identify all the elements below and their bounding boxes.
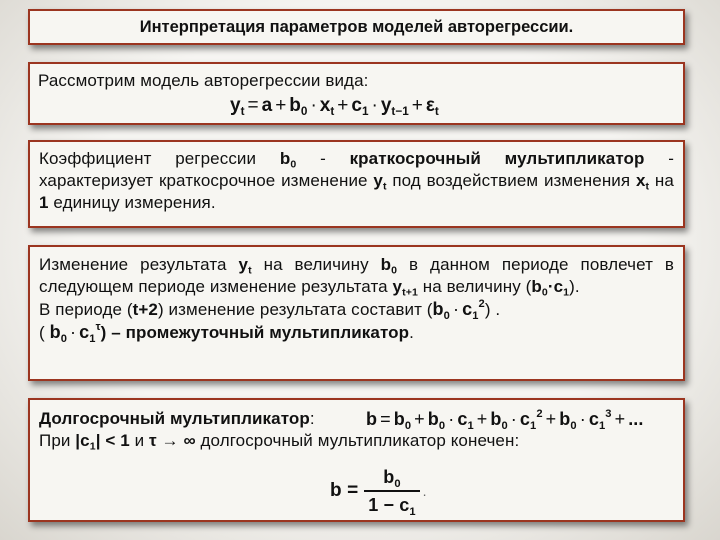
coef-b0: b [279, 149, 291, 168]
text: долгосрочный мультипликатор конечен: [195, 431, 520, 450]
intermediate-multiplier-box [28, 245, 685, 381]
fraction-bar [364, 490, 419, 492]
text: в данном периоде повлечет в следующем периоде изменение результата [39, 255, 675, 296]
b0-c1-tau: $b_0 \cdot c_1^\tau$ [49, 321, 101, 345]
text: При [39, 431, 76, 450]
title-box [28, 9, 685, 45]
period-t2-line [39, 298, 674, 321]
subscript: t+1 [402, 286, 418, 299]
text: на величину ( [417, 277, 532, 296]
text: на [649, 171, 674, 190]
text: Коэффициент регрессии [39, 149, 257, 168]
trailing-dot: . [422, 483, 427, 499]
model-equation: $y_t = a + b_0 \cdot x_t + c_1 \cdot y_{t-1} + \varepsilon_t$ [230, 95, 439, 119]
exponent-2: 2 [478, 298, 485, 311]
period-t2: t+2 [132, 300, 158, 319]
coef-b: b [531, 277, 542, 296]
text: ( [39, 323, 50, 342]
coef-c: ·c [547, 277, 564, 296]
short-term-multiplier-term: краткосрочный мультипликатор [349, 149, 645, 168]
long-term-equation: $b = b_0 + b_0 \cdot c_1 + b_0 \cdot c_1^2 + b_0 \cdot c_1^3$ + ... [366, 408, 644, 432]
short-term-multiplier-box [28, 140, 685, 228]
long-term-multiplier-box [28, 398, 685, 522]
number-one: 1 [39, 193, 49, 212]
subscript: t [645, 180, 650, 193]
long-term-multiplier-term: Долгосрочный мультипликатор [39, 409, 310, 428]
var-x: x [635, 171, 646, 190]
subscript: 0 [290, 158, 297, 171]
text: под воздействием изменения [386, 171, 636, 190]
abs-end: | < 1 [95, 431, 130, 450]
fraction-numerator: $b_0$ [383, 467, 401, 490]
b0-c1-squared: $b_0 \cdot c_1^2$ [432, 298, 485, 322]
abs-c: |c [75, 431, 90, 450]
var-y: y [373, 171, 383, 190]
model-intro: Рассмотрим модель авторегрессии вида: [38, 71, 369, 90]
text: Изменение результата [39, 255, 239, 274]
text: ) изменение результата составит ( [157, 300, 433, 319]
fraction-lhs: b = [330, 480, 359, 501]
text: ). [569, 277, 580, 296]
coef-b0: b [380, 255, 392, 274]
fraction [364, 466, 419, 516]
text: - характеризует краткосрочное изменение [39, 149, 675, 190]
subscript: 1 [563, 286, 570, 299]
intermediate-multiplier-term: ) – промежуточный мультипликатор [100, 323, 410, 342]
text: и [129, 431, 150, 450]
var-y: y [392, 277, 403, 296]
subscript: t [248, 264, 252, 277]
convergence-condition-line [39, 430, 674, 452]
subscript: t [382, 180, 387, 193]
model-box [28, 62, 685, 125]
text: единицу измерения. [48, 193, 216, 212]
page-title: Интерпретация параметров моделей авторегрессии. [139, 18, 574, 36]
text: : [309, 409, 315, 428]
subscript: 0 [391, 264, 398, 277]
tau-to-infinity: τ → ∞ [149, 431, 196, 450]
text: ) . [484, 300, 501, 319]
text: В периоде ( [39, 300, 133, 319]
var-y: y [238, 255, 249, 274]
exponent-tau: τ [95, 321, 101, 334]
subscript: 1 [89, 440, 96, 453]
text: на величину [251, 255, 381, 274]
subscript: 0 [541, 286, 548, 299]
text: . [409, 323, 414, 342]
long-term-fraction [330, 466, 427, 516]
text: - [296, 149, 350, 168]
paragraph [39, 254, 674, 298]
fraction-denominator: $1 - c_1$ [368, 495, 416, 518]
intermediate-multiplier-line [39, 321, 674, 344]
